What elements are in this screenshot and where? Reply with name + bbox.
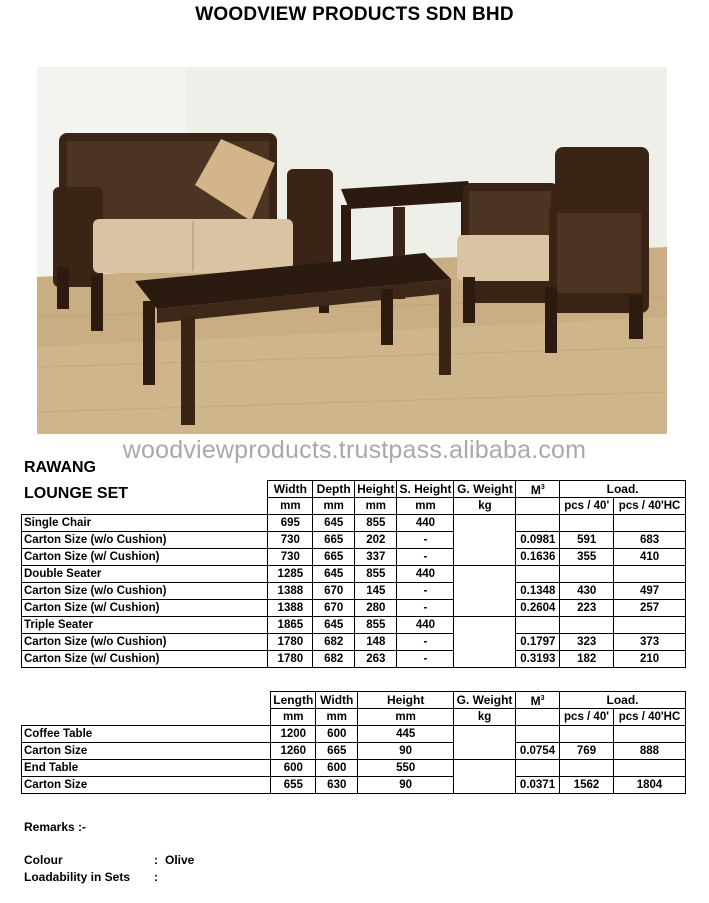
cell-height: 855: [355, 515, 397, 532]
cell-load-40: 1562: [560, 777, 614, 794]
cell-width: 600: [316, 760, 358, 777]
cell-width: 1780: [268, 651, 313, 668]
cell-m3: 0.0981: [516, 532, 560, 549]
cell-load-40hc: 1804: [613, 777, 685, 794]
cell-load-40: 769: [560, 743, 614, 760]
set-title-line-1: RAWANG: [24, 459, 96, 476]
cell-width: 665: [316, 743, 358, 760]
lounge-spec-table: [21, 480, 686, 668]
cell-m3: 0.1348: [516, 583, 560, 600]
col-load: Load.: [560, 692, 686, 709]
cell-seat-height: -: [397, 634, 454, 651]
loadability-separator: :: [154, 870, 158, 884]
table-row: [22, 651, 686, 668]
cell-load-40: [560, 515, 614, 532]
row-label: Single Chair: [22, 515, 268, 532]
unit-gross-weight: kg: [454, 709, 516, 726]
table-row: [22, 532, 686, 549]
cell-width: 730: [268, 532, 313, 549]
table-row: [22, 583, 686, 600]
row-label: End Table: [22, 760, 271, 777]
cell-load-40: [560, 726, 614, 743]
cell-depth: 645: [313, 515, 355, 532]
cell-load-40: [560, 760, 614, 777]
cell-load-40hc: 683: [614, 532, 686, 549]
cell-height: 445: [358, 726, 454, 743]
unit-depth: mm: [313, 498, 355, 515]
cell-load-40: 591: [560, 532, 614, 549]
cell-load-40hc: [614, 617, 686, 634]
table-row: [22, 726, 686, 743]
cell-height: 263: [355, 651, 397, 668]
col-m3: $M^3$: [516, 692, 560, 709]
cell-depth: 665: [313, 532, 355, 549]
row-label: Double Seater: [22, 566, 268, 583]
cell-height: 202: [355, 532, 397, 549]
colour-label: Colour: [24, 853, 63, 867]
cell-load-40: [560, 617, 614, 634]
cell-m3: 0.1797: [516, 634, 560, 651]
table-row: [22, 743, 686, 760]
cell-height: 145: [355, 583, 397, 600]
cell-load-40hc: 410: [614, 549, 686, 566]
row-label: Carton Size (w/o Cushion): [22, 532, 268, 549]
cell-m3: 0.2604: [516, 600, 560, 617]
unit-height: mm: [358, 709, 454, 726]
cell-width: 1865: [268, 617, 313, 634]
col-depth: Depth: [313, 481, 355, 498]
cell-width: 1285: [268, 566, 313, 583]
row-label: Coffee Table: [22, 726, 271, 743]
cell-load-40hc: [613, 760, 685, 777]
cell-height: 90: [358, 777, 454, 794]
row-label: Carton Size (w/o Cushion): [22, 634, 268, 651]
col-height: Height: [355, 481, 397, 498]
unit-width: mm: [316, 709, 358, 726]
cell-load-40hc: 210: [614, 651, 686, 668]
unit-height: mm: [355, 498, 397, 515]
cell-m3: [516, 760, 560, 777]
colour-separator: :: [154, 853, 158, 867]
cell-seat-height: 440: [397, 617, 454, 634]
table-row: [22, 566, 686, 583]
col-load: Load.: [560, 481, 686, 498]
cell-gross-weight: [454, 617, 516, 668]
cell-seat-height: -: [397, 583, 454, 600]
cell-depth: 645: [313, 566, 355, 583]
cell-seat-height: -: [397, 651, 454, 668]
cell-m3: [516, 566, 560, 583]
cell-height: 148: [355, 634, 397, 651]
table-row: [22, 777, 686, 794]
cell-length: 1260: [271, 743, 316, 760]
cell-depth: 682: [313, 634, 355, 651]
col-length: Length: [271, 692, 316, 709]
cell-m3: 0.1636: [516, 549, 560, 566]
cell-load-40hc: 257: [614, 600, 686, 617]
cell-load-40: 430: [560, 583, 614, 600]
cell-depth: 682: [313, 651, 355, 668]
cell-height: 855: [355, 617, 397, 634]
row-label: Carton Size (w/o Cushion): [22, 583, 268, 600]
cell-length: 1200: [271, 726, 316, 743]
cell-height: 280: [355, 600, 397, 617]
colour-row: [24, 853, 324, 867]
col-height: Height: [358, 692, 454, 709]
cell-height: 90: [358, 743, 454, 760]
cell-width: 630: [316, 777, 358, 794]
cell-depth: 670: [313, 600, 355, 617]
loadability-row: [24, 870, 324, 884]
furniture-photo: [37, 67, 667, 434]
table-row: [22, 549, 686, 566]
cell-length: 655: [271, 777, 316, 794]
cell-load-40: 323: [560, 634, 614, 651]
cell-seat-height: -: [397, 600, 454, 617]
table-spec-table: [21, 691, 686, 794]
cell-width: 695: [268, 515, 313, 532]
cell-load-40: [560, 566, 614, 583]
cell-seat-height: -: [397, 532, 454, 549]
cell-width: 1388: [268, 583, 313, 600]
colour-value: Olive: [165, 853, 195, 867]
cell-length: 600: [271, 760, 316, 777]
table-row: [22, 617, 686, 634]
cell-seat-height: -: [397, 549, 454, 566]
cell-load-40hc: 888: [613, 743, 685, 760]
cell-load-40hc: [614, 566, 686, 583]
unit-pcs40hc: pcs / 40'HC: [613, 709, 685, 726]
cell-load-40: 223: [560, 600, 614, 617]
table-row: [22, 600, 686, 617]
cell-depth: 645: [313, 617, 355, 634]
col-width: Width: [316, 692, 358, 709]
unit-gross-weight: kg: [454, 498, 516, 515]
cell-m3: [516, 617, 560, 634]
set-title-line-2: LOUNGE SET: [24, 485, 129, 502]
cell-m3: 0.0371: [516, 777, 560, 794]
row-label: Carton Size (w/ Cushion): [22, 549, 268, 566]
cell-seat-height: 440: [397, 566, 454, 583]
row-label: Triple Seater: [22, 617, 268, 634]
unit-pcs40hc: pcs / 40'HC: [614, 498, 686, 515]
unit-seat-height: mm: [397, 498, 454, 515]
unit-pcs40: pcs / 40': [560, 709, 614, 726]
table-row: [22, 760, 686, 777]
cell-m3: 0.0754: [516, 743, 560, 760]
cell-height: 337: [355, 549, 397, 566]
cell-width: 600: [316, 726, 358, 743]
cell-height: 855: [355, 566, 397, 583]
row-label: Carton Size: [22, 743, 271, 760]
cell-gross-weight: [454, 566, 516, 617]
cell-width: 1780: [268, 634, 313, 651]
col-seat-height: S. Height: [397, 481, 454, 498]
cell-load-40: 182: [560, 651, 614, 668]
remarks-label: Remarks :-: [24, 820, 87, 834]
cell-depth: 665: [313, 549, 355, 566]
col-gross-weight: G. Weight: [454, 692, 516, 709]
watermark: woodviewproducts.trustpass.alibaba.com: [122, 436, 587, 464]
cell-depth: 670: [313, 583, 355, 600]
cell-gross-weight: [454, 760, 516, 794]
cell-m3: [516, 726, 560, 743]
company-name: WOODVIEW PRODUCTS SDN BHD: [195, 4, 514, 25]
cell-seat-height: 440: [397, 515, 454, 532]
cell-m3: 0.3193: [516, 651, 560, 668]
cell-load-40: 355: [560, 549, 614, 566]
loadability-label: Loadability in Sets: [24, 870, 131, 884]
table-row: [22, 634, 686, 651]
cell-width: 730: [268, 549, 313, 566]
unit-length: mm: [271, 709, 316, 726]
col-m3: $M^3$: [516, 481, 560, 498]
row-label: Carton Size (w/ Cushion): [22, 651, 268, 668]
cell-load-40hc: 497: [614, 583, 686, 600]
cell-load-40hc: [614, 515, 686, 532]
cell-m3: [516, 515, 560, 532]
cell-load-40hc: 373: [614, 634, 686, 651]
col-gross-weight: G. Weight: [454, 481, 516, 498]
unit-pcs40: pcs / 40': [560, 498, 614, 515]
row-label: Carton Size: [22, 777, 271, 794]
cell-load-40hc: [613, 726, 685, 743]
cell-gross-weight: [454, 515, 516, 566]
table-row: [22, 515, 686, 532]
unit-width: mm: [268, 498, 313, 515]
cell-width: 1388: [268, 600, 313, 617]
row-label: Carton Size (w/ Cushion): [22, 600, 268, 617]
cell-gross-weight: [454, 726, 516, 760]
cell-height: 550: [358, 760, 454, 777]
col-width: Width: [268, 481, 313, 498]
